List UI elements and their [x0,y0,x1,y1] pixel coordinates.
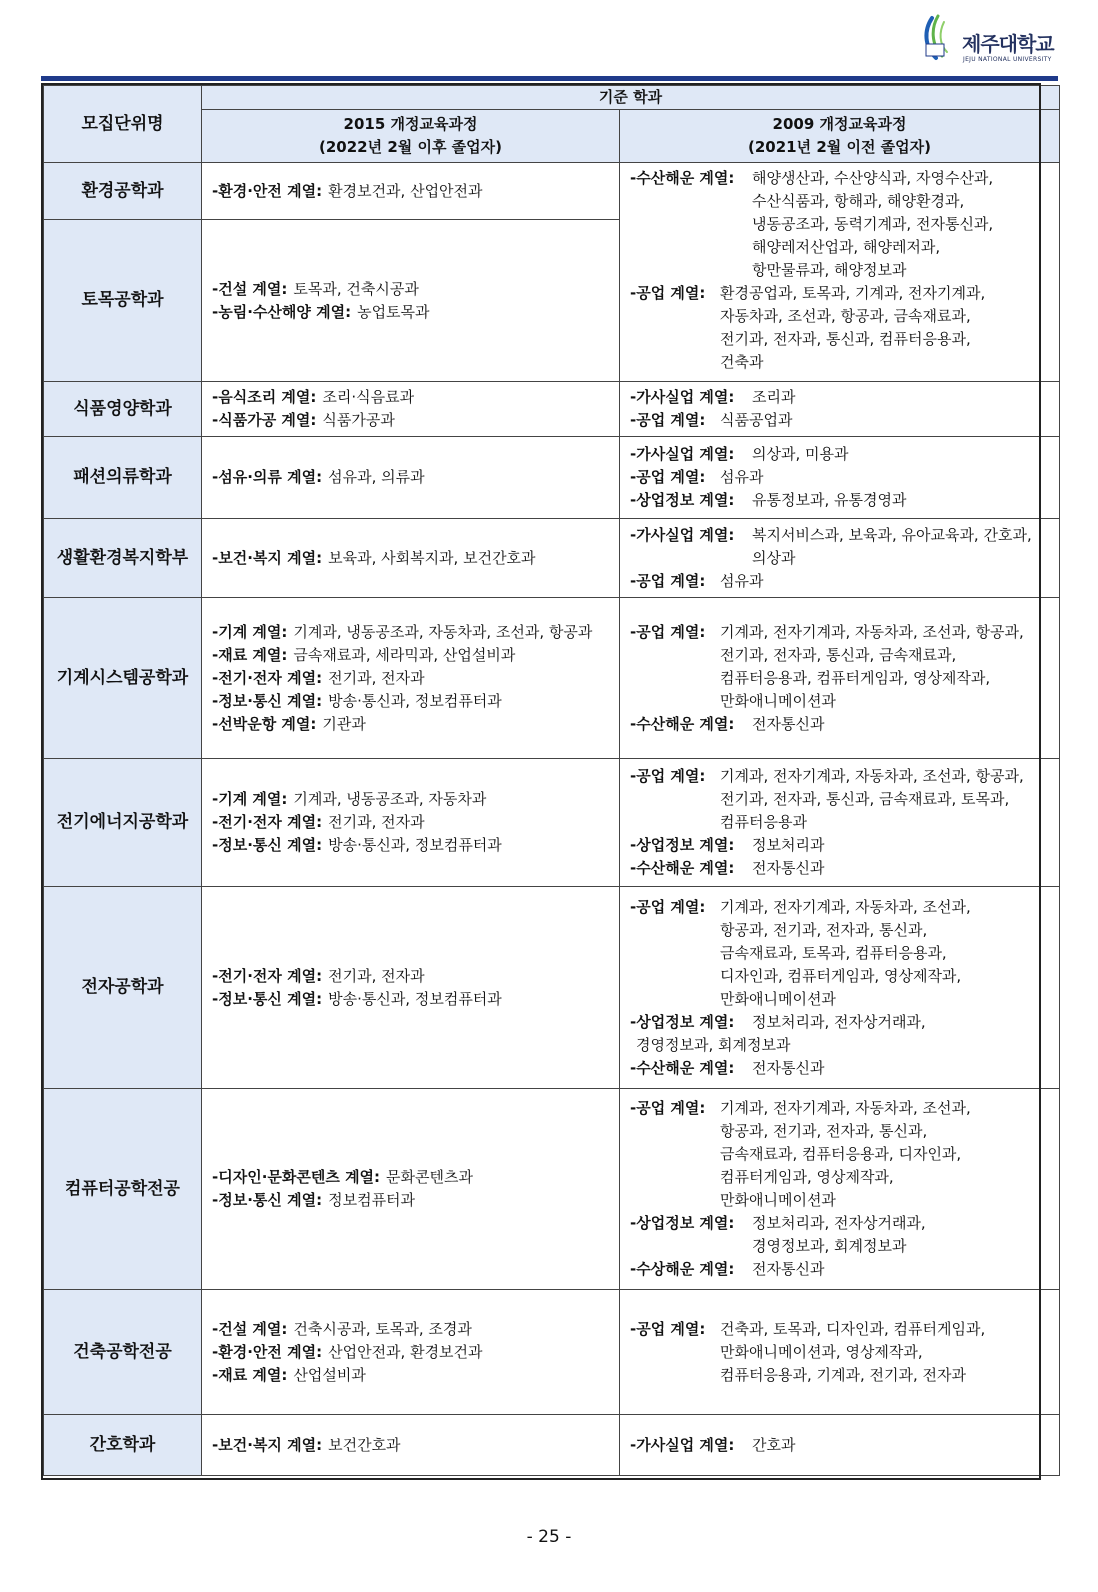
dept-line [630,1258,1051,1281]
dept-list: 자동차과, 조선과, 항공과, 금속재료과, [720,307,971,325]
track-indent [630,190,752,213]
track-indent [630,1341,720,1364]
dept-line [630,644,1051,667]
track-indent [630,811,720,834]
dept-line [212,409,611,432]
dept-list: 정보처리과, 전자상거래과, [752,1012,926,1031]
table-row [44,382,1060,437]
dept-list: 방송·통신과, 정보컴퓨터과 [328,691,502,710]
track-label: -가사실업 계열: [630,445,735,463]
track-label: -전기·전자 계열: [212,668,323,687]
dept-list: 산업안전과, 환경보건과 [328,1342,483,1361]
unit-name: 기계시스템공학과 [44,598,202,759]
dept-list: 만화애니메이션과 [720,989,836,1008]
track-indent [630,919,720,942]
dept-list: 항만물류과, 해양정보과 [752,261,907,279]
dept-line [212,1189,611,1212]
track-label: -공업 계열: [630,571,706,590]
dept-list: 간호과 [752,1435,796,1454]
dept-list: 기계과, 냉동공조과, 자동차과, 조선과, 항공과 [293,622,593,641]
dept-list: 토목과, 건축시공과 [293,279,419,298]
cell-2009 [620,598,1060,759]
track-indent [630,351,720,374]
track-label: -재료 계열: [212,645,288,664]
track-indent [630,690,720,713]
dept-line [630,788,1051,811]
table-row [44,1415,1060,1476]
table-row [44,887,1060,1089]
cell-2009 [620,382,1060,437]
dept-line [212,1434,611,1457]
unit-name: 토목공학과 [44,220,202,382]
track-block [630,167,1051,282]
dept-list: 환경공업과, 토목과, 기계과, 전자기계과, [720,284,986,302]
university-name: 제주대학교 [962,32,1054,56]
dept-line [630,765,1051,788]
dept-line [630,524,1051,547]
dept-line [212,788,611,811]
dept-list: 섬유과, 의류과 [328,468,425,486]
track-block [630,1057,1051,1080]
cell-2015 [202,163,620,220]
cell-2015 [202,437,620,519]
dept-line [630,1057,1051,1080]
track-label: -전기·전자 계열: [212,813,323,831]
dept-line [630,190,1051,213]
dept-line [212,644,611,667]
track-label: -상업정보 계열: [630,836,735,854]
jeju-emblem-icon [918,14,958,64]
track-label: -건설 계열: [212,1319,288,1338]
dept-line [630,489,1051,512]
track-label: -전기·전자 계열: [212,966,323,985]
dept-list: 기계과, 냉동공조과, 자동차과 [293,790,487,808]
cell-2015 [202,1415,620,1476]
table-row [44,437,1060,519]
dept-list: 전자통신과 [752,1058,825,1077]
unit-name: 건축공학전공 [44,1290,202,1415]
dept-line [212,811,611,834]
track-label: -공업 계열: [630,767,706,785]
dept-line [630,213,1051,236]
track-label: -디자인·문화콘텐츠 계열: [212,1168,381,1186]
header-rule [41,76,1058,81]
dept-list: 전자통신과 [752,714,825,733]
track-block [630,1011,1051,1057]
track-label: -상업정보 계열: [630,491,735,509]
track-block [630,1212,1051,1258]
dept-list: 건축과, 토목과, 디자인과, 컴퓨터게임과, [720,1319,986,1338]
dept-line [630,547,1051,570]
dept-list: 전기과, 전자과, 통신과, 컴퓨터응용과, [720,330,971,348]
dept-line [630,988,1051,1011]
header-standard-dept: 기준 학과 [202,86,1060,110]
cell-2009 [620,519,1060,598]
cell-2009 [620,437,1060,519]
dept-line [212,621,611,644]
dept-list: 농업토목과 [357,302,430,321]
dept-line [630,667,1051,690]
dept-list: 해양생산과, 수산양식과, 자영수산과, [752,169,994,187]
dept-line [212,278,611,301]
header-unit: 모집단위명 [44,86,202,163]
header-2009-line1: 2009 개정교육과정 [772,115,907,133]
track-indent [630,328,720,351]
unit-name: 생활환경복지학부 [44,519,202,598]
header-2015-line1: 2015 개정교육과정 [343,115,478,133]
track-label: -수산해운 계열: [630,714,735,733]
dept-list: 의상과, 미용과 [752,445,849,463]
dept-list: 복지서비스과, 보육과, 유아교육과, 간호과, [752,525,1032,544]
dept-list: 방송·통신과, 정보컴퓨터과 [328,836,502,854]
unit-name: 전자공학과 [44,887,202,1089]
dept-list: 식품가공과 [322,411,395,429]
dept-list: 항공과, 전기과, 전자과, 통신과, [720,920,928,939]
dept-line [630,167,1051,190]
track-label: -공업 계열: [630,622,706,641]
dept-list: 전기과, 전자과 [328,966,425,985]
cell-2015 [202,382,620,437]
admission-table [43,85,1060,1476]
cell-2015 [202,598,620,759]
track-label: -공업 계열: [630,897,706,916]
table-row [44,1089,1060,1290]
cell-2015 [202,1089,620,1290]
dept-list: 전기과, 전자과, 통신과, 금속재료과, [720,645,957,664]
track-indent [630,1120,720,1143]
unit-name: 패션의류학과 [44,437,202,519]
track-label: -수산해운 계열: [630,169,735,187]
dept-list: 섬유과 [720,571,764,590]
track-label: -공업 계열: [630,468,706,486]
dept-list: 조리과 [752,388,796,406]
dept-line [630,466,1051,489]
dept-line [630,351,1051,374]
track-label: -기계 계열: [212,790,288,808]
dept-list: 기계과, 전자기계과, 자동차과, 조선과, 항공과, [720,622,1024,641]
dept-line [212,834,611,857]
track-block [630,443,1051,466]
dept-list: 금속재료과, 토목과, 컴퓨터응용과, [720,943,947,962]
table-row [44,598,1060,759]
dept-line [630,811,1051,834]
dept-line [630,1097,1051,1120]
track-label: -보건·복지 계열: [212,548,323,567]
track-label: -보건·복지 계열: [212,1435,323,1454]
dept-list: 보육과, 사회복지과, 보건간호과 [328,548,536,567]
dept-list: 정보처리과, 전자상거래과, [752,1214,926,1232]
cell-2009 [620,1290,1060,1415]
dept-line [630,1189,1051,1212]
unit-name: 환경공학과 [44,163,202,220]
dept-list: 만화애니메이션과, 영상제작과, [720,1342,923,1361]
dept-line [630,1011,1051,1034]
track-label: -수산해운 계열: [630,859,735,877]
track-indent [630,942,720,965]
track-block [630,765,1051,834]
track-block [630,570,1051,593]
track-label: -정보·통신 계열: [212,836,323,854]
dept-line [212,466,611,489]
dept-list: 전기과, 전자과 [328,813,425,831]
dept-line [630,1143,1051,1166]
dept-list: 방송·통신과, 정보컴퓨터과 [328,989,502,1008]
dept-line [630,1341,1051,1364]
cell-2015 [202,220,620,382]
dept-line [212,180,611,203]
dept-list: 만화애니메이션과 [720,691,836,710]
track-label: -공업 계열: [630,1099,706,1117]
track-label: -환경·안전 계열: [212,1342,323,1361]
dept-list: 기계과, 전자기계과, 자동차과, 조선과, [720,897,971,916]
dept-list: 섬유과 [720,468,764,486]
track-indent [630,1364,720,1387]
track-block [630,1258,1051,1281]
dept-line [212,547,611,570]
university-english-name: JEJU NATIONAL UNIVERSITY [963,56,1052,63]
cell-2009 [620,887,1060,1089]
track-label: -상업정보 계열: [630,1214,735,1232]
track-label: -가사실업 계열: [630,388,735,406]
track-block [630,896,1051,1011]
track-indent [630,1189,720,1212]
dept-list: 컴퓨터응용과 [720,813,807,831]
track-block [630,621,1051,713]
dept-list: 기계과, 전자기계과, 자동차과, 조선과, [720,1099,971,1117]
dept-line [630,409,1051,432]
cell-2015 [202,887,620,1089]
track-label: -공업 계열: [630,411,706,429]
unit-name: 전기에너지공학과 [44,759,202,887]
dept-line [630,919,1051,942]
dept-line [212,965,611,988]
cell-2009 [620,1089,1060,1290]
track-indent [630,1166,720,1189]
track-label: -정보·통신 계열: [212,1191,323,1209]
track-block [630,713,1051,736]
dept-line [630,713,1051,736]
track-label: -음식조리 계열: [212,388,317,406]
dept-line [630,1434,1051,1457]
dept-line [212,1318,611,1341]
dept-list: 환경보건과, 산업안전과 [328,181,483,200]
table-row [44,759,1060,887]
dept-line [630,305,1051,328]
track-block [630,386,1051,409]
dept-line [630,386,1051,409]
dept-list: 유통정보과, 유통경영과 [752,491,907,509]
cell-2015 [202,759,620,887]
track-block [630,282,1051,374]
dept-list: 산업설비과 [293,1365,366,1384]
track-block [630,1434,1051,1457]
dept-line [630,328,1051,351]
dept-list: 해양레저산업과, 해양레저과, [752,238,941,256]
track-block [630,524,1051,570]
dept-line [630,857,1051,880]
dept-list: 금속재료과, 세라믹과, 산업설비과 [293,645,516,664]
dept-line [630,834,1051,857]
track-block [630,857,1051,880]
dept-line [212,690,611,713]
dept-list: 디자인과, 컴퓨터게임과, 영상제작과, [720,966,962,985]
dept-list: 컴퓨터게임과, 영상제작과, [720,1168,894,1186]
dept-line [212,1166,611,1189]
track-label: -공업 계열: [630,1319,706,1338]
dept-line [630,942,1051,965]
dept-line [630,621,1051,644]
cell-2015 [202,519,620,598]
dept-line [212,988,611,1011]
track-label: -공업 계열: [630,284,706,302]
track-indent [630,236,752,259]
dept-list: 전자통신과 [752,859,825,877]
track-indent [630,988,720,1011]
track-label: -섬유·의류 계열: [212,468,323,486]
dept-list: 냉동공조과, 동력기계과, 전자통신과, [752,215,994,233]
dept-line [212,667,611,690]
table-row [44,519,1060,598]
track-label: -선박운항 계열: [212,714,317,733]
dept-line [212,713,611,736]
dept-list: 금속재료과, 컴퓨터응용과, 디자인과, [720,1145,962,1163]
dept-list: 컴퓨터응용과, 컴퓨터게임과, 영상제작과, [720,668,991,687]
track-label: -상업정보 계열: [630,1012,735,1031]
header-2015-line2: (2022년 2월 이후 졸업자) [319,138,502,156]
track-label: -가사실업 계열: [630,525,735,544]
track-label: -정보·통신 계열: [212,691,323,710]
dept-line [630,1120,1051,1143]
page-number: - 25 - [526,1527,572,1547]
track-label: -농림·수산해양 계열: [212,302,352,321]
track-label: -재료 계열: [212,1365,288,1384]
dept-line [630,1364,1051,1387]
dept-list: 경영정보과, 회계정보과 [752,1237,907,1255]
dept-line [630,282,1051,305]
header-2009-curriculum [620,110,1060,163]
dept-line [630,1318,1051,1341]
track-indent [630,259,752,282]
header-2015-curriculum [202,110,620,163]
track-indent [630,547,752,570]
cell-2015 [202,1290,620,1415]
dept-list: 전기과, 전자과, 통신과, 금속재료과, 토목과, [720,790,1010,808]
dept-list: 항공과, 전기과, 전자과, 통신과, [720,1122,928,1140]
university-logo [918,14,1068,64]
dept-list: 기관과 [322,714,366,733]
dept-line [630,443,1051,466]
dept-list: 정보컴퓨터과 [328,1191,416,1209]
dept-list: 전기과, 전자과 [328,668,425,687]
cell-2009 [620,163,1060,382]
track-indent [630,644,720,667]
track-label: -정보·통신 계열: [212,989,323,1008]
dept-list: 컴퓨터응용과, 기계과, 전기과, 전자과 [720,1365,966,1384]
track-block [630,1318,1051,1387]
dept-line [630,236,1051,259]
track-label: -수산해운 계열: [630,1058,735,1077]
dept-line [630,1212,1051,1235]
dept-line: 경영정보과, 회계정보과 [636,1035,791,1054]
dept-line [212,1364,611,1387]
dept-list: 건축과 [720,353,764,371]
dept-list: 정보처리과 [752,836,825,854]
unit-name: 컴퓨터공학전공 [44,1089,202,1290]
cell-2009 [620,1415,1060,1476]
dept-line [630,259,1051,282]
dept-list: 만화애니메이션과 [720,1191,836,1209]
dept-line [630,1166,1051,1189]
unit-name: 간호학과 [44,1415,202,1476]
track-label: -기계 계열: [212,622,288,641]
dept-line [212,1341,611,1364]
dept-list: 문화콘텐츠과 [386,1168,473,1186]
track-indent [630,1235,752,1258]
track-label: -환경·안전 계열: [212,181,323,200]
track-block [630,409,1051,432]
dept-list: 의상과 [752,548,796,567]
dept-line [630,965,1051,988]
track-indent [630,667,720,690]
table-row [44,163,1060,220]
dept-list: 기계과, 전자기계과, 자동차과, 조선과, 항공과, [720,767,1024,785]
track-indent [630,965,720,988]
dept-line [630,570,1051,593]
track-indent [630,213,752,236]
track-label: -가사실업 계열: [630,1435,735,1454]
dept-list: 보건간호과 [328,1435,401,1454]
dept-list: 식품공업과 [720,411,793,429]
dept-line [630,1235,1051,1258]
track-label: -수상해운 계열: [630,1260,735,1278]
track-block [630,834,1051,857]
dept-list: 전자통신과 [752,1260,825,1278]
dept-list: 조리·식음료과 [322,388,415,406]
track-indent [630,305,720,328]
track-label: -식품가공 계열: [212,411,317,429]
track-block [630,489,1051,512]
header-2009-line2: (2021년 2월 이전 졸업자) [748,138,931,156]
dept-line [212,301,611,324]
dept-list: 건축시공과, 토목과, 조경과 [293,1319,472,1338]
dept-line [212,386,611,409]
track-label: -건설 계열: [212,279,288,298]
dept-line [630,896,1051,919]
dept-list: 수산식품과, 항해과, 해양환경과, [752,192,965,210]
track-indent [630,788,720,811]
track-indent [630,1143,720,1166]
dept-line [630,690,1051,713]
cell-2009 [620,759,1060,887]
table-row [44,1290,1060,1415]
track-block [630,466,1051,489]
unit-name: 식품영양학과 [44,382,202,437]
track-block [630,1097,1051,1212]
